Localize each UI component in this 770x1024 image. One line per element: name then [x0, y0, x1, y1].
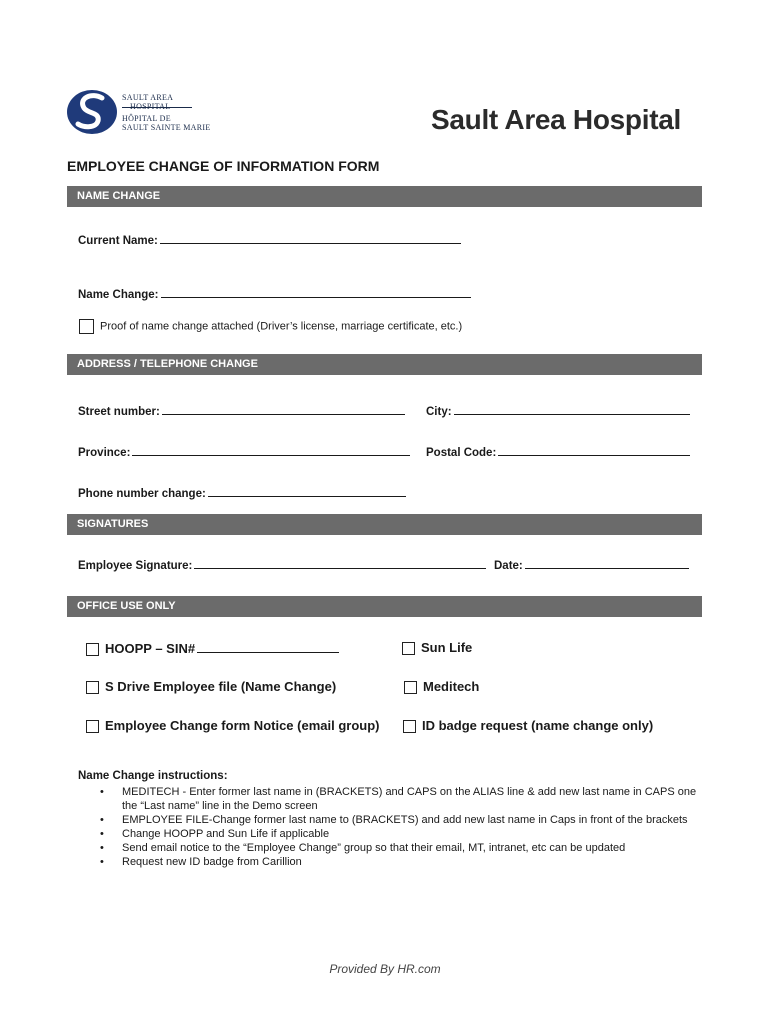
- city-label: City:: [426, 406, 452, 418]
- employee-signature-field[interactable]: [194, 557, 486, 569]
- sun-life-checkbox[interactable]: [402, 642, 415, 655]
- meditech-row: [404, 679, 479, 694]
- phone-label: Phone number change:: [78, 488, 206, 500]
- instruction-item: • EMPLOYEE FILE-Change former last name to (BRACKETS) and add new last name in Caps in front of the brackets: [98, 813, 708, 827]
- provided-by-footer: Provided By HR.com: [329, 962, 441, 976]
- id-badge-checkbox[interactable]: [403, 720, 416, 733]
- id-badge-label: ID badge request (name change only): [422, 718, 654, 733]
- instruction-item: • Change HOOPP and Sun Life if applicable: [98, 827, 708, 841]
- hoopp-label: HOOPP – SIN#: [105, 641, 196, 656]
- s-drive-checkbox[interactable]: [86, 681, 99, 694]
- section-bar-office-use: OFFICE USE ONLY: [67, 596, 702, 617]
- city-field[interactable]: [454, 403, 690, 415]
- postal-field[interactable]: [498, 444, 690, 456]
- current-name-field[interactable]: [160, 232, 461, 244]
- postal-row: [426, 444, 690, 459]
- province-label: Province:: [78, 447, 131, 459]
- street-label: Street number:: [78, 406, 160, 418]
- name-change-row: [78, 286, 471, 301]
- notice-checkbox[interactable]: [86, 720, 99, 733]
- employee-signature-label: Employee Signature:: [78, 560, 193, 572]
- notice-label: Employee Change form Notice (email group): [105, 718, 380, 733]
- employee-signature-row: [78, 557, 486, 572]
- logo-divider: [122, 107, 192, 108]
- proof-row: [79, 319, 462, 334]
- hoopp-checkbox[interactable]: [86, 643, 99, 656]
- logo-wordmark: [122, 93, 211, 132]
- phone-field[interactable]: [208, 485, 406, 497]
- logo-s-emblem-icon: [66, 88, 118, 136]
- instructions-list: [98, 785, 708, 869]
- street-field[interactable]: [162, 403, 405, 415]
- current-name-label: Current Name:: [78, 235, 158, 247]
- logo-line-3: HÔPITAL DE: [122, 114, 171, 123]
- date-label: Date:: [494, 560, 523, 572]
- instruction-item: • Request new ID badge from Carillion: [98, 855, 708, 869]
- hoopp-sin-field[interactable]: [197, 640, 339, 653]
- s-drive-label: S Drive Employee file (Name Change): [105, 679, 337, 694]
- proof-checkbox[interactable]: [79, 319, 94, 334]
- name-change-field[interactable]: [161, 286, 471, 298]
- date-field[interactable]: [525, 557, 689, 569]
- sun-life-row: [402, 640, 472, 655]
- section-bar-address: ADDRESS / TELEPHONE CHANGE: [67, 354, 702, 375]
- phone-row: [78, 485, 406, 500]
- meditech-label: Meditech: [423, 679, 480, 694]
- s-drive-row: [86, 679, 336, 694]
- province-field[interactable]: [132, 444, 410, 456]
- id-badge-row: [403, 718, 653, 733]
- sun-life-label: Sun Life: [421, 640, 473, 655]
- current-name-row: [78, 232, 461, 247]
- postal-label: Postal Code:: [426, 447, 497, 459]
- instructions-title: Name Change instructions:: [78, 770, 228, 782]
- date-row: [494, 557, 689, 572]
- instruction-item: • Send email notice to the “Employee Change” group so that their email, MT, intranet, etc can be updated: [98, 841, 708, 855]
- meditech-checkbox[interactable]: [404, 681, 417, 694]
- proof-label: Proof of name change attached (Driver’s license, marriage certificate, etc.): [100, 320, 463, 333]
- logo-line-1: SAULT AREA: [122, 93, 174, 102]
- province-row: [78, 444, 410, 459]
- notice-row: [86, 718, 380, 733]
- form-title: EMPLOYEE CHANGE OF INFORMATION FORM: [67, 158, 380, 174]
- name-change-label: Name Change:: [78, 289, 159, 301]
- hoopp-row: [86, 640, 339, 656]
- logo-line-4: SAULT SAINTE MARIE: [122, 123, 211, 132]
- city-row: [426, 403, 690, 418]
- section-bar-signatures: SIGNATURES: [67, 514, 702, 535]
- instruction-item: • MEDITECH - Enter former last name in (BRACKETS) and CAPS on the ALIAS line & add new last name in CAPS one the “Last name” line in the Demo screen: [98, 785, 708, 813]
- section-bar-name-change: NAME CHANGE: [67, 186, 702, 207]
- hospital-name: Sault Area Hospital: [431, 104, 681, 135]
- street-row: [78, 403, 405, 418]
